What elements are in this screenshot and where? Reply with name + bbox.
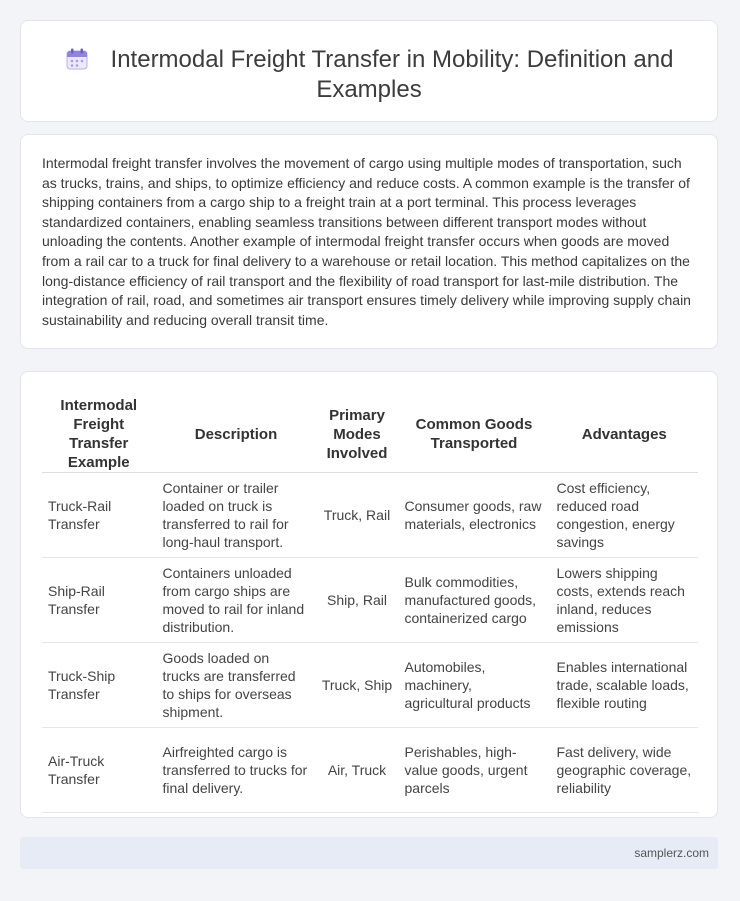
column-header: Primary Modes Involved: [316, 392, 398, 473]
title-line-1: Intermodal Freight Transfer in Mobility: Definition and: [110, 46, 674, 73]
description-cell: Containers unloaded from cargo ships are moved to rail for inland distribution.: [156, 558, 316, 643]
description-cell: Container or trailer loaded on truck is transferred to rail for long-haul transport.: [156, 473, 316, 558]
column-header: Advantages: [550, 392, 698, 473]
advantages-cell: Cost efficiency, reduced road congestion, energy savings: [550, 473, 698, 558]
goods-cell: Perishables, high-value goods, urgent parcels: [398, 728, 550, 813]
column-header: Description: [156, 392, 316, 473]
modes-cell: Ship, Rail: [316, 558, 398, 643]
description-cell: Goods loaded on trucks are transferred to ships for overseas shipment.: [156, 643, 316, 728]
page-title: [21, 45, 717, 105]
intro-card: [20, 134, 718, 349]
goods-cell: Consumer goods, raw materials, electronics: [398, 473, 550, 558]
table-row: [42, 558, 698, 643]
modes-cell: Air, Truck: [316, 728, 398, 813]
modes-cell: Truck, Rail: [316, 473, 398, 558]
description-cell: Airfreighted cargo is transferred to trucks for final delivery.: [156, 728, 316, 813]
column-header: Common Goods Transported: [398, 392, 550, 473]
example-cell: Truck-Rail Transfer: [42, 473, 156, 558]
table-row: [42, 728, 698, 813]
table-row: [42, 473, 698, 558]
footer-site-link[interactable]: samplerz.com: [634, 846, 709, 860]
example-cell: Truck-Ship Transfer: [42, 643, 156, 728]
advantages-cell: Fast delivery, wide geographic coverage, reliability: [550, 728, 698, 813]
title-card: [20, 20, 718, 122]
table-row: [42, 643, 698, 728]
example-cell: Ship-Rail Transfer: [42, 558, 156, 643]
freight-table: [42, 392, 698, 813]
modes-cell: Truck, Ship: [316, 643, 398, 728]
advantages-cell: Lowers shipping costs, extends reach inland, reduces emissions: [550, 558, 698, 643]
footer-bar: [20, 837, 718, 869]
title-line-2: Examples: [316, 76, 422, 103]
goods-cell: Bulk commodities, manufactured goods, containerized cargo: [398, 558, 550, 643]
calendar-icon: [65, 47, 89, 71]
goods-cell: Automobiles, machinery, agricultural products: [398, 643, 550, 728]
intro-paragraph: Intermodal freight transfer involves the movement of cargo using multiple modes of transportation, such as trucks, trains, and ships, to optimize efficiency and reduce costs. A common example is the transfer of shipping containers from a cargo ship to a freight train at a port terminal. This process leverages standardized containers, enabling seamless transitions between different transport modes without unloading the contents. Another example of intermodal freight transfer occurs when goods are moved from a rail car to a truck for final delivery to a warehouse or retail location. This method capitalizes on the long-distance efficiency of rail transport and the flexibility of road transport for last-mile distribution. The integration of rail, road, and sometimes air transport ensures timely delivery while improving supply chain sustainability and reducing overall transit time.: [42, 155, 691, 328]
advantages-cell: Enables international trade, scalable loads, flexible routing: [550, 643, 698, 728]
example-cell: Air-Truck Transfer: [42, 728, 156, 813]
table-card: [20, 371, 718, 818]
table-header-row: [42, 392, 698, 473]
column-header: Intermodal Freight Transfer Example: [42, 392, 156, 473]
